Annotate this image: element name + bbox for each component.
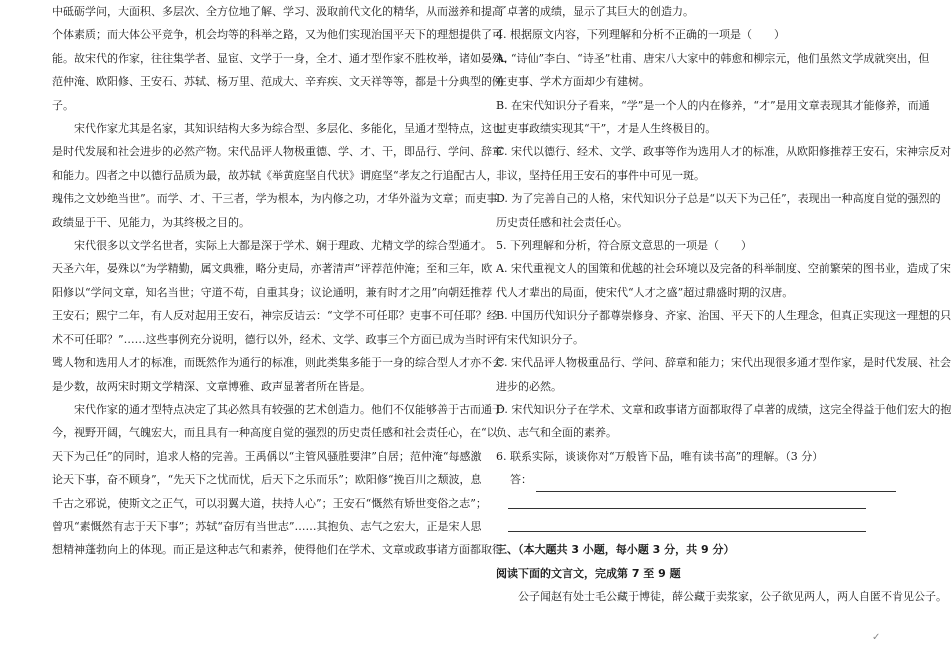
passage-line: 是时代发展和社会进步的必然产物。宋代品评人物极重德、学、才、干，即品行、学问、辞章 — [52, 145, 503, 159]
answer-label: 答： — [510, 473, 532, 487]
q4-option-c-line1: C. 宋代以德行、经术、文学、政事等作为选用人才的标准，从欧阳修推荐王安石，宋神宗反对 — [496, 145, 951, 159]
passage-continuation: 了卓著的成绩，显示了其巨大的创造力。 — [496, 5, 694, 18]
passage-line: 和能力。四者之中以德行品质为最，故苏轼《举黄庭坚自代状》谓庭坚“孝友之行追配古人， — [52, 168, 498, 182]
passage-line: 瑰伟之文妙绝当世”。而学、才、干三者，学为根本，为内修之功，才华外溢为文章；而吏事 — [52, 192, 498, 206]
q4-option-b-line1: B. 在宋代知识分子看来，“学”是一个人的内在修养，“才”是用文章表现其才能修养，而通 — [496, 98, 930, 112]
q4-option-d-line1: D. 为了完善自己的人格，宋代知识分子总是“以天下为己任”，表现出一种高度自觉的强烈的 — [496, 192, 941, 206]
passage-line: 天下为己任”的同时，追求人格的完善。王禹偁以“主管风骚胜要津”自居；范仲淹“每感激 — [52, 449, 482, 463]
q5-stem: 5. 下列理解和分析，符合原文意思的一项是（ ） — [496, 239, 752, 253]
q4-option-a-line2: 在吏事、学术方面却少有建树。 — [496, 75, 650, 89]
passage-line: 论天下事，奋不顾身”，“先天下之忧而忧，后天下之乐而乐”；欧阳修“挽百川之颓波，息 — [52, 473, 482, 487]
passage-line: 术不可任耶？”……这些事例充分说明，德行以外，经术、文学、政事三个方面已成为当时评 — [52, 332, 498, 346]
passage-line: 宋代很多以文学名世者，实际上大都是深于学术、娴于理政、尤精文学的综合型通才。 — [74, 239, 492, 253]
passage-line: 阳修以“学问文章，知名当世；守道不苟，自重其身；议论通明，兼有时才之用”向朝廷推荐 — [52, 285, 493, 299]
passage-line: 中砥砺学问，大面积、多层次、全方位地了解、学习、汲取前代文化的精华，从而滋养和提高 — [52, 5, 503, 18]
passage-line: 是少数，故两宋时期文学精深、文章博雅、政声显著者所在皆是。 — [52, 379, 371, 393]
q5-option-c-line2: 进步的必然。 — [496, 379, 562, 393]
answer-line-2[interactable] — [496, 492, 898, 515]
reading-instruction: 阅读下面的文言文，完成第 7 至 9 题 — [496, 566, 681, 580]
right-column — [496, 0, 951, 609]
q4-option-b-line2: 过吏事政绩实现其“干”，才是人生终极目的。 — [496, 122, 717, 136]
q4-option-c-line2: 非议，坚持任用王安石的事件中可见一斑。 — [496, 168, 705, 182]
left-column — [52, 0, 514, 562]
passage-line: 千古之邪说，使斯文之正气，可以羽翼大道，扶持人心”；王安石“慨然有矫世变俗之志”； — [52, 496, 487, 510]
q4-stem: 4. 根据原文内容，下列理解和分析不正确的一项是（ ） — [496, 28, 785, 42]
passage-line: 王安石；熙宁二年，有人反对起用王安石，神宗反诘云：“文学不可任耶？吏事不可任耶？经 — [52, 309, 498, 323]
answer-line-1[interactable] — [536, 477, 896, 492]
q5-option-d-line2: 负、志气和全面的素养。 — [496, 426, 617, 440]
passage-line: 宋代作家尤其是名家，其知识结构大多为综合型、多层化、多能化，呈通才型特点，这也 — [74, 122, 503, 136]
section-3-heading: 三、（本大题共 3 小题，每小题 3 分，共 9 分） — [496, 543, 735, 557]
passage-line: 政绩显于干、见能力，为其终极之目的。 — [52, 215, 250, 229]
passage-line: 骘人物和选用人才的标准，而既然作为通行的标准，则此类集多能于一身的综合型人才亦不会 — [52, 356, 503, 370]
q4-option-a-line1: A. “诗仙”李白、“诗圣”杜甫、唐宋八大家中的韩愈和柳宗元，他们虽然文学成就突出，但 — [496, 51, 930, 65]
passage-line: 范仲淹、欧阳修、王安石、苏轼、杨万里、范成大、辛弃疾、文天祥等等，都是十分典型的例 — [52, 75, 503, 89]
passage-line: 个体素质；而大体公平竞争，机会均等的科举之路，又为他们实现治国平天下的理想提供了可 — [52, 28, 503, 42]
margin-mark-icon: ✓ — [872, 632, 881, 643]
q6-answer-row — [496, 468, 898, 491]
classical-passage-line: 公子闻赵有处士毛公藏于博徒，薛公藏于卖浆家，公子欲见两人，两人自匿不肯见公子。 — [518, 590, 947, 604]
q5-option-d-line1: D. 宋代知识分子在学术、文章和政事诸方面都取得了卓著的成绩，这完全得益于他们宏大的抱 — [496, 402, 951, 416]
passage-line: 想精神蓬勃向上的体现。而正是这种志气和素养，使得他们在学术、文章或政事诸方面都取得 — [52, 543, 503, 557]
q5-option-b-line1: B. 中国历代知识分子都尊崇修身、齐家、治国、平天下的人生理念，但真正实现这一理想的只 — [496, 309, 951, 323]
q5-option-a-line1: A. 宋代重视文人的国策和优越的社会环境以及完备的科举制度、空前繁荣的图书业，造成了宋 — [496, 262, 951, 276]
q6-stem: 6. 联系实际，谈谈你对“万般皆下品，唯有读书高”的理解。（3 分） — [496, 449, 824, 463]
q5-option-c-line1: C. 宋代品评人物极重品行、学问、辞章和能力；宋代出现很多通才型作家，是时代发展、社会 — [496, 356, 951, 370]
passage-line: 今，视野开阔，气魄宏大，而且具有一种高度自觉的强烈的历史责任感和社会责任心，在“以 — [52, 426, 498, 440]
passage-line: 曾巩“素慨然有志于天下事”；苏轼“奋厉有当世志”……其抱负、志气之宏大，正是宋人思 — [52, 519, 482, 533]
passage-line: 能。故宋代的作家，往往集学者、显宦、文学于一身，全才、通才型作家不胜枚举，诸如晏殊、 — [52, 51, 514, 65]
q5-option-a-line2: 代人才辈出的局面，使宋代“人才之盛”超过鼎盛时期的汉唐。 — [496, 285, 794, 299]
q4-option-d-line2: 历史责任感和社会责任心。 — [496, 215, 628, 229]
q5-option-b-line2: 有宋代知识分子。 — [496, 332, 584, 346]
passage-line: 子。 — [52, 98, 74, 112]
passage-line: 天圣六年，晏殊以“为学精勤，属文典雅，略分吏局，亦著清声”评荐范仲淹；至和三年，欧 — [52, 262, 493, 276]
passage-line: 宋代作家的通才型特点决定了其必然具有较强的艺术创造力。他们不仅能够善于古而通于 — [74, 402, 503, 416]
answer-line-3[interactable] — [496, 515, 898, 538]
